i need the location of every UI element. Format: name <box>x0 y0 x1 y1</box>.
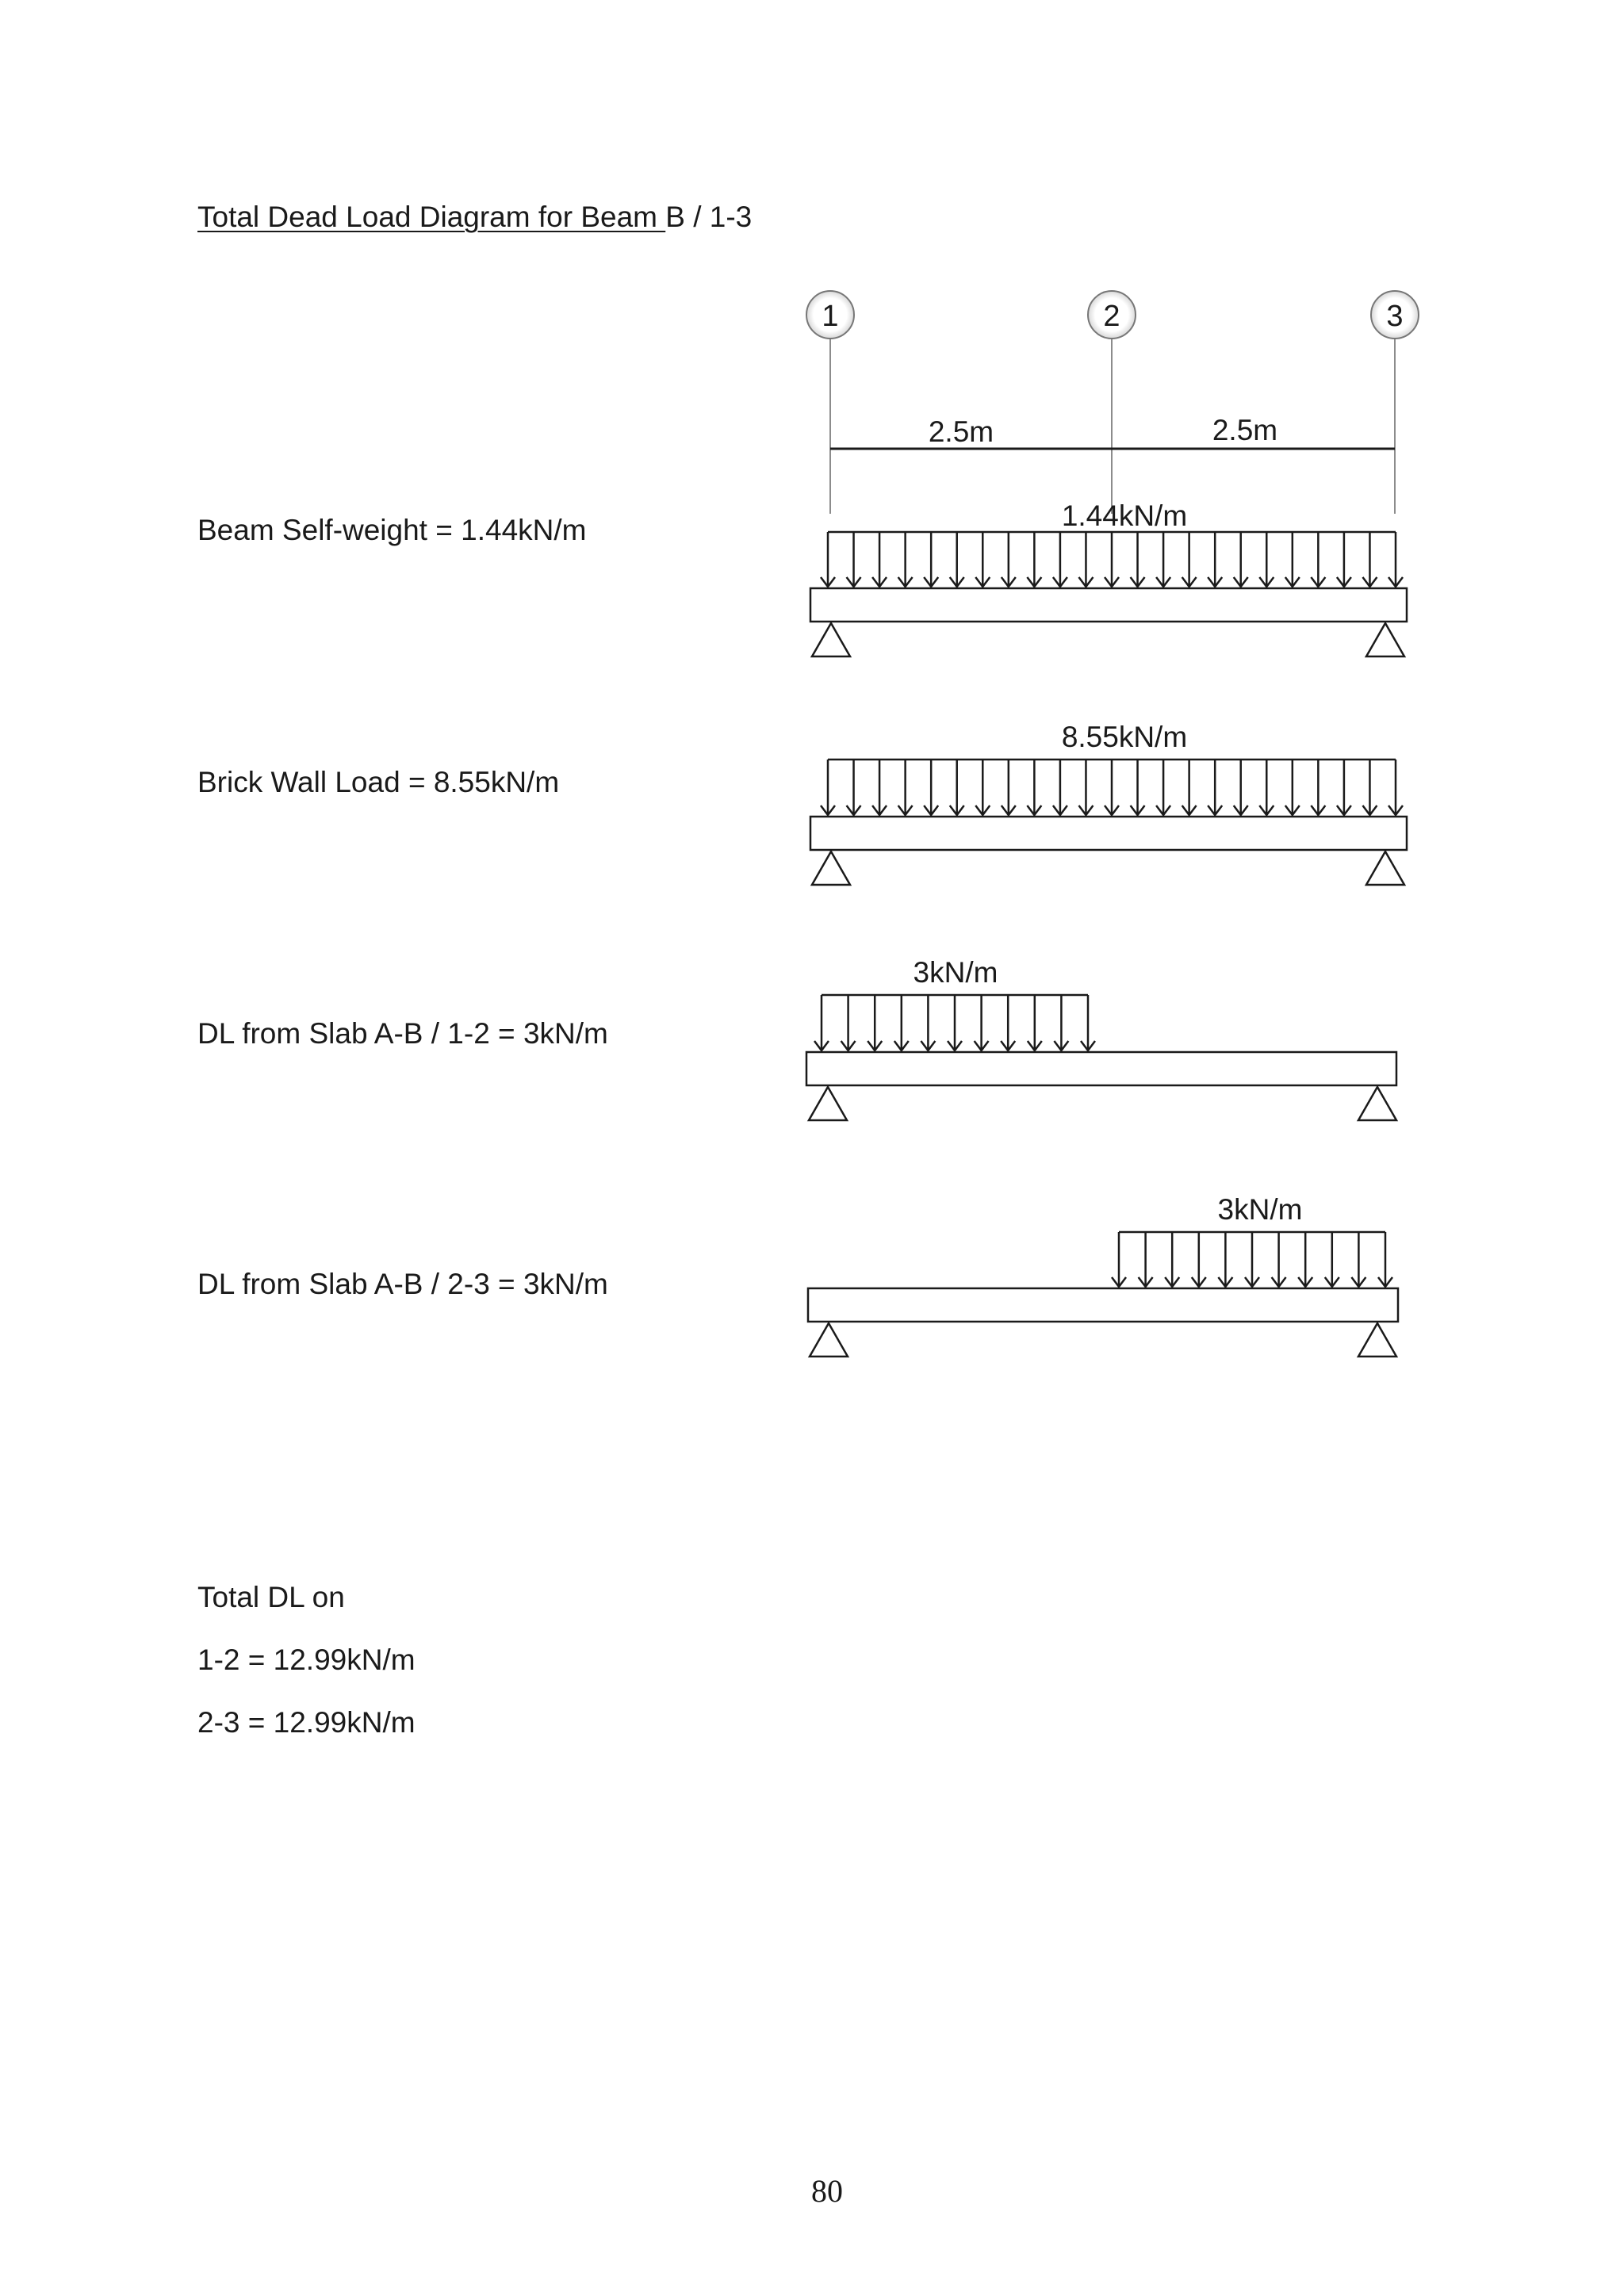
load-case-self-weight <box>810 499 1407 656</box>
grid-label-1: 1 <box>822 300 839 333</box>
load-arrow-brick-wall <box>1388 760 1403 815</box>
title-rest: B / 1-3 <box>665 201 753 233</box>
load-arrow-self-weight <box>1388 532 1403 587</box>
label-slab-dl-1-2: DL from Slab A-B / 1-2 = 3kN/m <box>197 1017 608 1050</box>
beam-brick-wall <box>810 817 1407 850</box>
load-value-slab-2-3: 3kN/m <box>1217 1193 1303 1226</box>
load-arrow-brick-wall <box>1259 760 1274 815</box>
grid-axis-1 <box>806 291 854 514</box>
load-arrow-self-weight <box>1078 532 1093 587</box>
load-arrow-self-weight <box>1285 532 1300 587</box>
load-value-slab-1-2: 3kN/m <box>913 956 998 989</box>
load-arrow-slab-1-2 <box>1001 995 1015 1050</box>
load-arrow-slab-1-2 <box>814 995 829 1050</box>
support-left-slab-1-2 <box>809 1087 847 1120</box>
load-arrow-slab-1-2 <box>868 995 882 1050</box>
load-arrow-brick-wall <box>1311 760 1325 815</box>
load-arrow-slab-2-3 <box>1298 1232 1312 1287</box>
load-arrow-brick-wall <box>1078 760 1093 815</box>
load-arrow-self-weight <box>1053 532 1067 587</box>
load-arrow-slab-2-3 <box>1165 1232 1179 1287</box>
load-arrow-brick-wall <box>898 760 913 815</box>
support-right-slab-2-3 <box>1358 1323 1396 1357</box>
load-arrow-slab-2-3 <box>1139 1232 1153 1287</box>
load-arrow-brick-wall <box>1285 760 1300 815</box>
load-arrow-slab-1-2 <box>894 995 909 1050</box>
total-dl-heading: Total DL on <box>197 1581 345 1613</box>
load-value-self-weight: 1.44kN/m <box>1061 499 1188 532</box>
support-right-self-weight <box>1366 623 1404 656</box>
load-arrow-slab-2-3 <box>1245 1232 1259 1287</box>
span-label-1-2: 2.5m <box>928 415 994 448</box>
load-arrow-slab-1-2 <box>948 995 962 1050</box>
page-number: 80 <box>811 2173 843 2209</box>
load-arrow-self-weight <box>1131 532 1145 587</box>
load-arrow-slab-2-3 <box>1325 1232 1339 1287</box>
load-arrow-self-weight <box>1105 532 1119 587</box>
load-arrow-self-weight <box>1311 532 1325 587</box>
load-arrow-slab-2-3 <box>1378 1232 1392 1287</box>
load-arrow-self-weight <box>924 532 938 587</box>
load-arrow-brick-wall <box>924 760 938 815</box>
load-arrow-self-weight <box>1002 532 1016 587</box>
load-arrow-brick-wall <box>1156 760 1170 815</box>
load-arrow-brick-wall <box>1208 760 1222 815</box>
support-right-slab-1-2 <box>1358 1087 1396 1120</box>
load-arrow-slab-1-2 <box>1054 995 1068 1050</box>
load-arrow-brick-wall <box>1337 760 1351 815</box>
load-case-slab-2-3 <box>808 1193 1398 1357</box>
load-arrow-self-weight <box>975 532 990 587</box>
load-arrow-self-weight <box>821 532 835 587</box>
beam-slab-1-2 <box>806 1052 1396 1085</box>
load-arrow-self-weight <box>1337 532 1351 587</box>
support-left-self-weight <box>812 623 850 656</box>
load-arrow-slab-2-3 <box>1218 1232 1232 1287</box>
load-arrow-brick-wall <box>950 760 964 815</box>
support-left-slab-2-3 <box>810 1323 848 1357</box>
title-underlined-part: Total Dead Load Diagram for Beam <box>197 201 666 233</box>
load-arrow-self-weight <box>1208 532 1222 587</box>
load-arrow-brick-wall <box>847 760 861 815</box>
load-case-brick-wall <box>810 721 1407 885</box>
label-slab-dl-2-3: DL from Slab A-B / 2-3 = 3kN/m <box>197 1268 608 1300</box>
load-arrow-brick-wall <box>821 760 835 815</box>
load-value-brick-wall: 8.55kN/m <box>1061 721 1188 753</box>
load-arrow-slab-1-2 <box>1081 995 1095 1050</box>
load-arrow-slab-2-3 <box>1351 1232 1365 1287</box>
load-arrow-self-weight <box>847 532 861 587</box>
load-arrow-brick-wall <box>1053 760 1067 815</box>
load-arrow-brick-wall <box>872 760 887 815</box>
total-dl-1-2: 1-2 = 12.99kN/m <box>197 1644 416 1676</box>
span-label-2-3: 2.5m <box>1212 414 1278 446</box>
load-arrow-slab-2-3 <box>1192 1232 1206 1287</box>
load-arrow-slab-1-2 <box>921 995 935 1050</box>
load-arrow-brick-wall <box>1002 760 1016 815</box>
load-arrow-slab-2-3 <box>1112 1232 1126 1287</box>
total-dl-2-3: 2-3 = 12.99kN/m <box>197 1706 416 1739</box>
load-arrow-brick-wall <box>1182 760 1197 815</box>
load-arrow-self-weight <box>898 532 913 587</box>
grid-axis-3 <box>1371 291 1419 514</box>
support-left-brick-wall <box>812 851 850 885</box>
load-arrow-self-weight <box>1362 532 1377 587</box>
grid-label-3: 3 <box>1386 300 1404 333</box>
load-arrow-brick-wall <box>1234 760 1248 815</box>
load-arrow-self-weight <box>1259 532 1274 587</box>
grid-label-2: 2 <box>1103 300 1120 333</box>
load-arrow-brick-wall <box>1131 760 1145 815</box>
load-arrow-brick-wall <box>1105 760 1119 815</box>
load-arrow-self-weight <box>1234 532 1248 587</box>
load-arrow-brick-wall <box>1027 760 1041 815</box>
load-case-slab-1-2 <box>806 956 1396 1120</box>
label-beam-self-weight: Beam Self-weight = 1.44kN/m <box>197 514 587 546</box>
load-arrow-self-weight <box>1182 532 1197 587</box>
load-arrow-slab-2-3 <box>1272 1232 1286 1287</box>
label-brick-wall-load: Brick Wall Load = 8.55kN/m <box>197 766 560 798</box>
beam-self-weight <box>810 588 1407 622</box>
load-arrow-slab-1-2 <box>1028 995 1042 1050</box>
support-right-brick-wall <box>1366 851 1404 885</box>
load-arrow-slab-1-2 <box>841 995 856 1050</box>
beam-slab-2-3 <box>808 1288 1398 1322</box>
load-arrow-self-weight <box>1027 532 1041 587</box>
load-arrow-self-weight <box>1156 532 1170 587</box>
load-arrow-brick-wall <box>1362 760 1377 815</box>
grid-axis-2 <box>1088 291 1136 514</box>
load-arrow-self-weight <box>872 532 887 587</box>
load-arrow-brick-wall <box>975 760 990 815</box>
load-arrow-slab-1-2 <box>975 995 989 1050</box>
load-arrow-self-weight <box>950 532 964 587</box>
